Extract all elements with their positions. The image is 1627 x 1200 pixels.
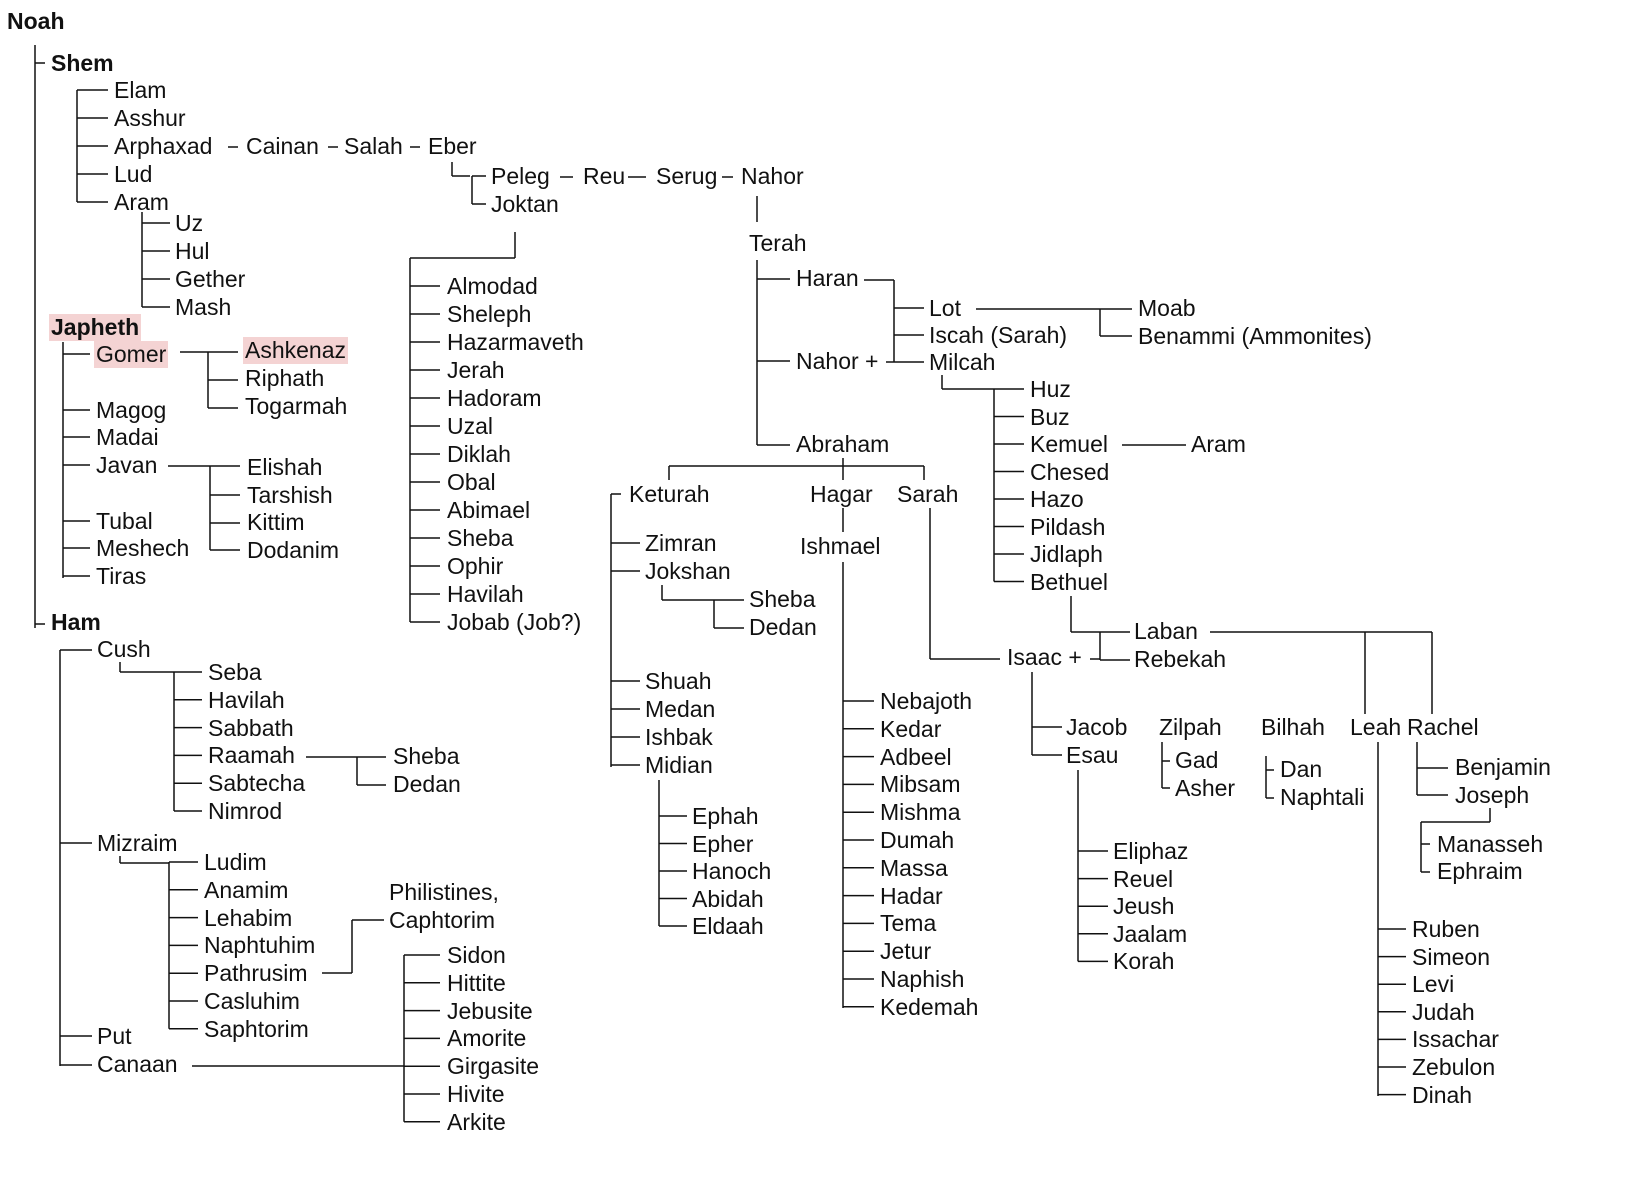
person-node-dan: Dan <box>1280 756 1323 782</box>
person-node-uzal: Uzal <box>447 413 494 439</box>
person-node-gad: Gad <box>1175 747 1219 773</box>
person-node-rebekah: Rebekah <box>1134 646 1227 672</box>
person-node-manasseh: Manasseh <box>1437 831 1544 857</box>
person-node-epher: Epher <box>692 830 754 857</box>
person-node-tubal: Tubal <box>96 508 153 534</box>
person-node-javan: Javan <box>96 452 158 478</box>
person-node-tiras: Tiras <box>96 563 147 589</box>
person-node-diklah: Diklah <box>447 441 511 467</box>
person-node-bethuel: Bethuel <box>1030 568 1109 595</box>
person-node-hul: Hul <box>175 238 210 264</box>
person-node-naphish: Naphish <box>880 966 965 992</box>
person-node-mizraim: Mizraim <box>97 830 178 856</box>
person-node-dodanim: Dodanim <box>247 537 340 564</box>
person-node-hazarmaveth: Hazarmaveth <box>447 329 584 355</box>
person-node-magog: Magog <box>96 397 167 423</box>
person-node-simeon: Simeon <box>1412 943 1490 970</box>
person-node-caphtorim: Caphtorim <box>389 907 496 933</box>
person-node-sheba: Sheba <box>393 743 460 769</box>
person-node-lehabim: Lehabim <box>204 904 293 931</box>
person-node-benjamin: Benjamin <box>1455 754 1551 780</box>
person-node-dedan: Dedan <box>749 614 817 640</box>
person-node-pathrusim: Pathrusim <box>204 960 308 987</box>
person-node-medan: Medan <box>645 696 716 722</box>
person-node-terah: Terah <box>749 230 807 256</box>
person-node-obal: Obal <box>447 469 496 495</box>
person-node-tema: Tema <box>880 910 937 937</box>
person-node-asher: Asher <box>1175 775 1236 801</box>
person-node-joseph: Joseph <box>1455 782 1530 808</box>
person-node-hadoram: Hadoram <box>447 385 542 411</box>
person-node-uz: Uz <box>175 210 204 236</box>
person-node-chesed: Chesed <box>1030 458 1110 485</box>
person-node-philistines: Philistines, <box>389 879 499 905</box>
person-node-ephraim: Ephraim <box>1437 858 1523 884</box>
person-node-eldaah: Eldaah <box>692 913 764 939</box>
person-node-noah: Noah <box>7 8 65 34</box>
person-node-joktan: Joktan <box>491 191 559 217</box>
person-node-aram: Aram <box>114 189 169 215</box>
person-node-sheba: Sheba <box>749 586 816 612</box>
person-node-adbeel: Adbeel <box>880 743 952 770</box>
person-node-anamim: Anamim <box>204 876 289 903</box>
person-node-jidlaph: Jidlaph <box>1030 541 1103 567</box>
person-node-shuah: Shuah <box>645 668 712 694</box>
person-node-hadar: Hadar <box>880 882 943 909</box>
person-node-hagar: Hagar <box>810 481 873 507</box>
person-node-tarshish: Tarshish <box>247 481 333 508</box>
person-node-kedar: Kedar <box>880 715 942 742</box>
person-node-mibsam: Mibsam <box>880 771 961 798</box>
person-node-benammi-ammonites: Benammi (Ammonites) <box>1138 323 1372 349</box>
person-node-sidon: Sidon <box>447 942 506 968</box>
person-node-lot: Lot <box>929 295 961 321</box>
person-node-zebulon: Zebulon <box>1412 1054 1496 1080</box>
person-node-togarmah: Togarmah <box>245 393 348 419</box>
person-node-canaan: Canaan <box>97 1051 178 1077</box>
person-node-kittim: Kittim <box>247 509 305 536</box>
person-node-zimran: Zimran <box>645 530 717 556</box>
person-node-milcah: Milcah <box>929 349 996 375</box>
person-node-buz: Buz <box>1030 403 1070 430</box>
person-node-haran: Haran <box>796 265 859 291</box>
person-node-madai: Madai <box>96 424 159 450</box>
person-node-reu: Reu <box>583 163 626 189</box>
person-node-nimrod: Nimrod <box>208 798 283 824</box>
person-node-ophir: Ophir <box>447 553 504 579</box>
person-node-elam: Elam <box>114 77 167 103</box>
person-node-kemuel: Kemuel <box>1030 431 1108 457</box>
person-node-jobab-job: Jobab (Job?) <box>447 609 582 635</box>
person-node-nahor: Nahor <box>741 163 804 189</box>
person-node-put: Put <box>97 1023 132 1049</box>
person-node-arkite: Arkite <box>447 1108 506 1135</box>
person-node-moab: Moab <box>1138 295 1196 321</box>
person-node-eber: Eber <box>428 133 477 159</box>
person-node-bilhah: Bilhah <box>1261 714 1325 740</box>
person-node-girgasite: Girgasite <box>447 1053 540 1080</box>
person-node-casluhim: Casluhim <box>204 988 300 1014</box>
person-node-peleg: Peleg <box>491 163 550 189</box>
person-node-raamah: Raamah <box>208 742 295 769</box>
person-node-jetur: Jetur <box>880 938 932 965</box>
person-node-hivite: Hivite <box>447 1081 505 1107</box>
person-node-jeush: Jeush <box>1113 893 1175 920</box>
person-node-elishah: Elishah <box>247 454 323 480</box>
person-node-shem: Shem <box>51 50 114 76</box>
person-node-ishbak: Ishbak <box>645 724 713 750</box>
person-node-meshech: Meshech <box>96 535 190 561</box>
person-node-gether: Gether <box>175 266 246 292</box>
person-node-iscah-sarah: Iscah (Sarah) <box>929 322 1068 348</box>
person-node-almodad: Almodad <box>447 273 538 299</box>
person-node-huz: Huz <box>1030 376 1071 402</box>
person-node-seba: Seba <box>208 659 262 685</box>
person-node-jaalam: Jaalam <box>1113 920 1188 947</box>
person-node-sabtecha: Sabtecha <box>208 770 306 797</box>
person-node-lud: Lud <box>114 161 153 187</box>
person-node-leah: Leah <box>1350 714 1402 740</box>
person-node-cainan: Cainan <box>246 133 319 159</box>
person-node-keturah: Keturah <box>629 481 710 507</box>
person-node-esau: Esau <box>1066 742 1119 768</box>
person-node-pildash: Pildash <box>1030 513 1106 540</box>
person-node-gomer: Gomer <box>96 341 167 367</box>
person-node-naphtuhim: Naphtuhim <box>204 932 316 959</box>
person-node-korah: Korah <box>1113 948 1175 975</box>
person-node-ashkenaz: Ashkenaz <box>245 337 347 363</box>
person-node-jokshan: Jokshan <box>645 558 731 584</box>
person-node-sheleph: Sheleph <box>447 301 532 327</box>
person-node-nahor: Nahor + <box>796 348 879 374</box>
person-node-sabbath: Sabbath <box>208 714 294 741</box>
person-node-issachar: Issachar <box>1412 1026 1499 1053</box>
person-node-jebusite: Jebusite <box>447 997 533 1024</box>
person-node-kedemah: Kedemah <box>880 993 979 1020</box>
person-node-naphtali: Naphtali <box>1280 784 1365 810</box>
person-node-dumah: Dumah <box>880 827 955 853</box>
person-node-havilah: Havilah <box>208 686 285 713</box>
person-node-riphath: Riphath <box>245 365 325 391</box>
person-node-abraham: Abraham <box>796 431 890 457</box>
person-node-laban: Laban <box>1134 618 1198 644</box>
person-node-mishma: Mishma <box>880 799 961 826</box>
person-node-massa: Massa <box>880 854 948 881</box>
person-node-cush: Cush <box>97 636 151 662</box>
person-node-rachel: Rachel <box>1407 714 1479 740</box>
person-node-abimael: Abimael <box>447 497 531 523</box>
person-node-eliphaz: Eliphaz <box>1113 838 1189 864</box>
person-node-judah: Judah <box>1412 998 1475 1025</box>
person-node-saphtorim: Saphtorim <box>204 1015 309 1042</box>
person-node-levi: Levi <box>1412 971 1455 998</box>
person-node-hittite: Hittite <box>447 969 506 996</box>
person-node-hanoch: Hanoch <box>692 858 772 884</box>
person-node-sarah: Sarah <box>897 481 959 507</box>
person-node-serug: Serug <box>656 163 718 189</box>
person-node-jerah: Jerah <box>447 357 505 383</box>
person-node-abidah: Abidah <box>692 885 764 912</box>
person-node-ruben: Ruben <box>1412 916 1480 942</box>
person-node-isaac: Isaac + <box>1007 644 1082 670</box>
person-node-dinah: Dinah <box>1412 1081 1473 1108</box>
person-node-midian: Midian <box>645 752 713 778</box>
person-node-hazo: Hazo <box>1030 486 1084 512</box>
person-node-havilah: Havilah <box>447 581 524 607</box>
person-node-reuel: Reuel <box>1113 865 1174 892</box>
person-node-asshur: Asshur <box>114 105 186 131</box>
person-node-ham: Ham <box>51 609 101 635</box>
person-node-arphaxad: Arphaxad <box>114 133 213 159</box>
person-node-zilpah: Zilpah <box>1159 714 1222 740</box>
person-node-aram: Aram <box>1191 431 1246 457</box>
person-node-mash: Mash <box>175 294 232 320</box>
person-node-jacob: Jacob <box>1066 714 1128 740</box>
person-node-salah: Salah <box>344 133 403 159</box>
person-node-ephah: Ephah <box>692 803 759 829</box>
person-node-nebajoth: Nebajoth <box>880 688 973 714</box>
person-node-sheba: Sheba <box>447 525 514 551</box>
person-node-japheth: Japheth <box>51 314 140 340</box>
person-node-ludim: Ludim <box>204 849 267 875</box>
person-node-dedan: Dedan <box>393 771 461 797</box>
person-node-amorite: Amorite <box>447 1025 527 1052</box>
person-node-ishmael: Ishmael <box>800 533 881 559</box>
